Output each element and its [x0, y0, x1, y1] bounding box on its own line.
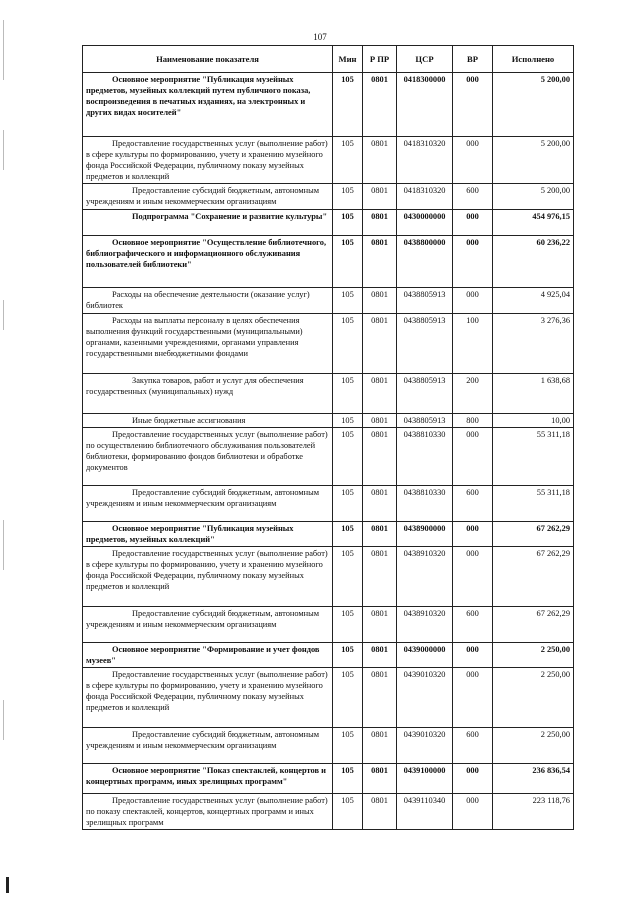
table-row [83, 764, 574, 794]
row-amount: 2 250,00 [493, 728, 574, 764]
row-amount: 236 836,54 [493, 764, 574, 794]
row-amount: 4 925,04 [493, 288, 574, 314]
table-row [83, 522, 574, 547]
row-min: 105 [333, 643, 363, 668]
row-rpr: 0801 [363, 236, 397, 288]
row-name: Основное мероприятие "Публикация музейных предметов, музейных коллекций" [83, 522, 333, 547]
row-csr: 0439010320 [397, 668, 453, 728]
row-name: Предоставление государственных услуг (выполнение работ) в сфере культуры по формированию, учету и хранению музейного фонда Российской Федерации, публичному показу музейных предметов и коллекций [83, 668, 333, 728]
table-row [83, 414, 574, 428]
row-rpr: 0801 [363, 794, 397, 830]
table-row [83, 210, 574, 236]
row-csr: 0438805913 [397, 374, 453, 414]
table-row [83, 236, 574, 288]
row-csr: 0438805913 [397, 288, 453, 314]
row-min: 105 [333, 428, 363, 486]
row-rpr: 0801 [363, 184, 397, 210]
row-amount: 5 200,00 [493, 73, 574, 137]
row-rpr: 0801 [363, 668, 397, 728]
table-row [83, 288, 574, 314]
row-name: Основное мероприятие "Осуществление библиотечного, библиографического и информационного обслуживания пользователей библиотеки" [83, 236, 333, 288]
row-amount: 2 250,00 [493, 668, 574, 728]
row-min: 105 [333, 137, 363, 184]
row-min: 105 [333, 668, 363, 728]
scan-left-edge [0, 0, 8, 905]
row-amount: 5 200,00 [493, 137, 574, 184]
row-name: Предоставление государственных услуг (выполнение работ) в сфере культуры по формированию, учету и хранению музейного фонда Российской Федерации, публичному показу музейных предметов и коллекций [83, 547, 333, 607]
row-vr: 600 [453, 486, 493, 522]
table-row [83, 73, 574, 137]
row-name: Расходы на обеспечение деятельности (оказание услуг) библиотек [83, 288, 333, 314]
row-vr: 000 [453, 794, 493, 830]
row-vr: 100 [453, 314, 493, 374]
row-name: Предоставление субсидий бюджетным, автономным учреждениям и иным некоммерческим организациям [83, 728, 333, 764]
budget-table [82, 45, 574, 830]
row-csr: 0418300000 [397, 73, 453, 137]
row-vr: 000 [453, 668, 493, 728]
row-vr: 000 [453, 236, 493, 288]
row-vr: 000 [453, 73, 493, 137]
row-amount: 60 236,22 [493, 236, 574, 288]
row-rpr: 0801 [363, 728, 397, 764]
row-name: Предоставление субсидий бюджетным, автономным учреждениям и иным некоммерческим организациям [83, 184, 333, 210]
row-rpr: 0801 [363, 522, 397, 547]
row-rpr: 0801 [363, 607, 397, 643]
row-min: 105 [333, 184, 363, 210]
table-row [83, 547, 574, 607]
row-csr: 0439000000 [397, 643, 453, 668]
row-min: 105 [333, 210, 363, 236]
row-vr: 800 [453, 414, 493, 428]
row-rpr: 0801 [363, 414, 397, 428]
row-amount: 454 976,15 [493, 210, 574, 236]
page-number: 107 [313, 32, 327, 42]
header-name: Наименование показателя [83, 46, 333, 73]
header-vr: ВР [453, 46, 493, 73]
row-vr: 200 [453, 374, 493, 414]
table-row [83, 486, 574, 522]
table-row [83, 137, 574, 184]
table-row [83, 794, 574, 830]
row-csr: 0418310320 [397, 137, 453, 184]
row-min: 105 [333, 794, 363, 830]
row-csr: 0438805913 [397, 414, 453, 428]
table-row [83, 643, 574, 668]
row-name: Основное мероприятие "Формирование и учет фондов музеев" [83, 643, 333, 668]
row-name: Предоставление государственных услуг (выполнение работ) в сфере культуры по формированию, учету и хранению музейного фонда Российской Федерации, публичному показу музейных предметов и коллекций [83, 137, 333, 184]
row-amount: 55 311,18 [493, 428, 574, 486]
row-vr: 600 [453, 184, 493, 210]
row-rpr: 0801 [363, 547, 397, 607]
header-min: Мин [333, 46, 363, 73]
row-csr: 0438810330 [397, 486, 453, 522]
row-amount: 67 262,29 [493, 547, 574, 607]
table-row [83, 314, 574, 374]
row-csr: 0438910320 [397, 547, 453, 607]
header-csr: ЦСР [397, 46, 453, 73]
row-name: Предоставление субсидий бюджетным, автономным учреждениям и иным некоммерческим организациям [83, 486, 333, 522]
row-amount: 67 262,29 [493, 522, 574, 547]
row-name: Основное мероприятие "Публикация музейных предметов, музейных коллекций путем публичного показа, воспроизведения в печатных изданиях, на электронных и других видах носителей" [83, 73, 333, 137]
row-csr: 0439100000 [397, 764, 453, 794]
row-min: 105 [333, 547, 363, 607]
row-min: 105 [333, 728, 363, 764]
row-min: 105 [333, 374, 363, 414]
row-vr: 000 [453, 137, 493, 184]
row-amount: 67 262,29 [493, 607, 574, 643]
row-vr: 000 [453, 428, 493, 486]
row-csr: 0438900000 [397, 522, 453, 547]
row-rpr: 0801 [363, 137, 397, 184]
row-name: Подпрограмма "Сохранение и развитие культуры" [83, 210, 333, 236]
row-rpr: 0801 [363, 314, 397, 374]
row-csr: 0439110340 [397, 794, 453, 830]
scan-mark [6, 877, 9, 893]
row-vr: 000 [453, 643, 493, 668]
row-name: Закупка товаров, работ и услуг для обеспечения государственных (муниципальных) нужд [83, 374, 333, 414]
row-rpr: 0801 [363, 428, 397, 486]
row-name: Предоставление субсидий бюджетным, автономным учреждениям и иным некоммерческим организациям [83, 607, 333, 643]
row-vr: 000 [453, 764, 493, 794]
row-vr: 000 [453, 210, 493, 236]
table-row [83, 668, 574, 728]
row-csr: 0430000000 [397, 210, 453, 236]
row-rpr: 0801 [363, 764, 397, 794]
row-min: 105 [333, 522, 363, 547]
row-csr: 0438810330 [397, 428, 453, 486]
row-csr: 0438910320 [397, 607, 453, 643]
header-amount: Исполнено [493, 46, 574, 73]
row-amount: 5 200,00 [493, 184, 574, 210]
row-csr: 0439010320 [397, 728, 453, 764]
row-rpr: 0801 [363, 643, 397, 668]
row-min: 105 [333, 236, 363, 288]
table-row [83, 428, 574, 486]
row-name: Основное мероприятие "Показ спектаклей, концертов и концертных программ, иных зрелищных программ" [83, 764, 333, 794]
table-row [83, 607, 574, 643]
row-vr: 600 [453, 607, 493, 643]
row-min: 105 [333, 414, 363, 428]
header-rpr: Р ПР [363, 46, 397, 73]
row-min: 105 [333, 764, 363, 794]
row-amount: 55 311,18 [493, 486, 574, 522]
row-rpr: 0801 [363, 486, 397, 522]
row-csr: 0438805913 [397, 314, 453, 374]
row-rpr: 0801 [363, 288, 397, 314]
row-amount: 2 250,00 [493, 643, 574, 668]
row-name: Иные бюджетные ассигнования [83, 414, 333, 428]
row-amount: 223 118,76 [493, 794, 574, 830]
table-row [83, 728, 574, 764]
row-vr: 000 [453, 288, 493, 314]
row-amount: 10,00 [493, 414, 574, 428]
row-amount: 1 638,68 [493, 374, 574, 414]
table-row [83, 184, 574, 210]
row-amount: 3 276,36 [493, 314, 574, 374]
row-rpr: 0801 [363, 73, 397, 137]
row-min: 105 [333, 486, 363, 522]
row-csr: 0418310320 [397, 184, 453, 210]
row-name: Расходы на выплаты персоналу в целях обеспечения выполнения функций государственными (муниципальными) органами, казенными учреждениями, органами управления государственными внебюджетными фондами [83, 314, 333, 374]
row-csr: 0438800000 [397, 236, 453, 288]
row-vr: 000 [453, 547, 493, 607]
table-header-row [83, 46, 574, 73]
row-min: 105 [333, 73, 363, 137]
row-name: Предоставление государственных услуг (выполнение работ) по осуществлению библиотечного обслуживания пользователей библиотеки, формированию фондов библиотеки и обработке документов [83, 428, 333, 486]
row-min: 105 [333, 288, 363, 314]
row-name: Предоставление государственных услуг (выполнение работ) по показу спектаклей, концертов, концертных программ и иных зрелищных программ [83, 794, 333, 830]
row-min: 105 [333, 314, 363, 374]
row-rpr: 0801 [363, 210, 397, 236]
row-vr: 600 [453, 728, 493, 764]
row-vr: 000 [453, 522, 493, 547]
row-rpr: 0801 [363, 374, 397, 414]
row-min: 105 [333, 607, 363, 643]
table-row [83, 374, 574, 414]
